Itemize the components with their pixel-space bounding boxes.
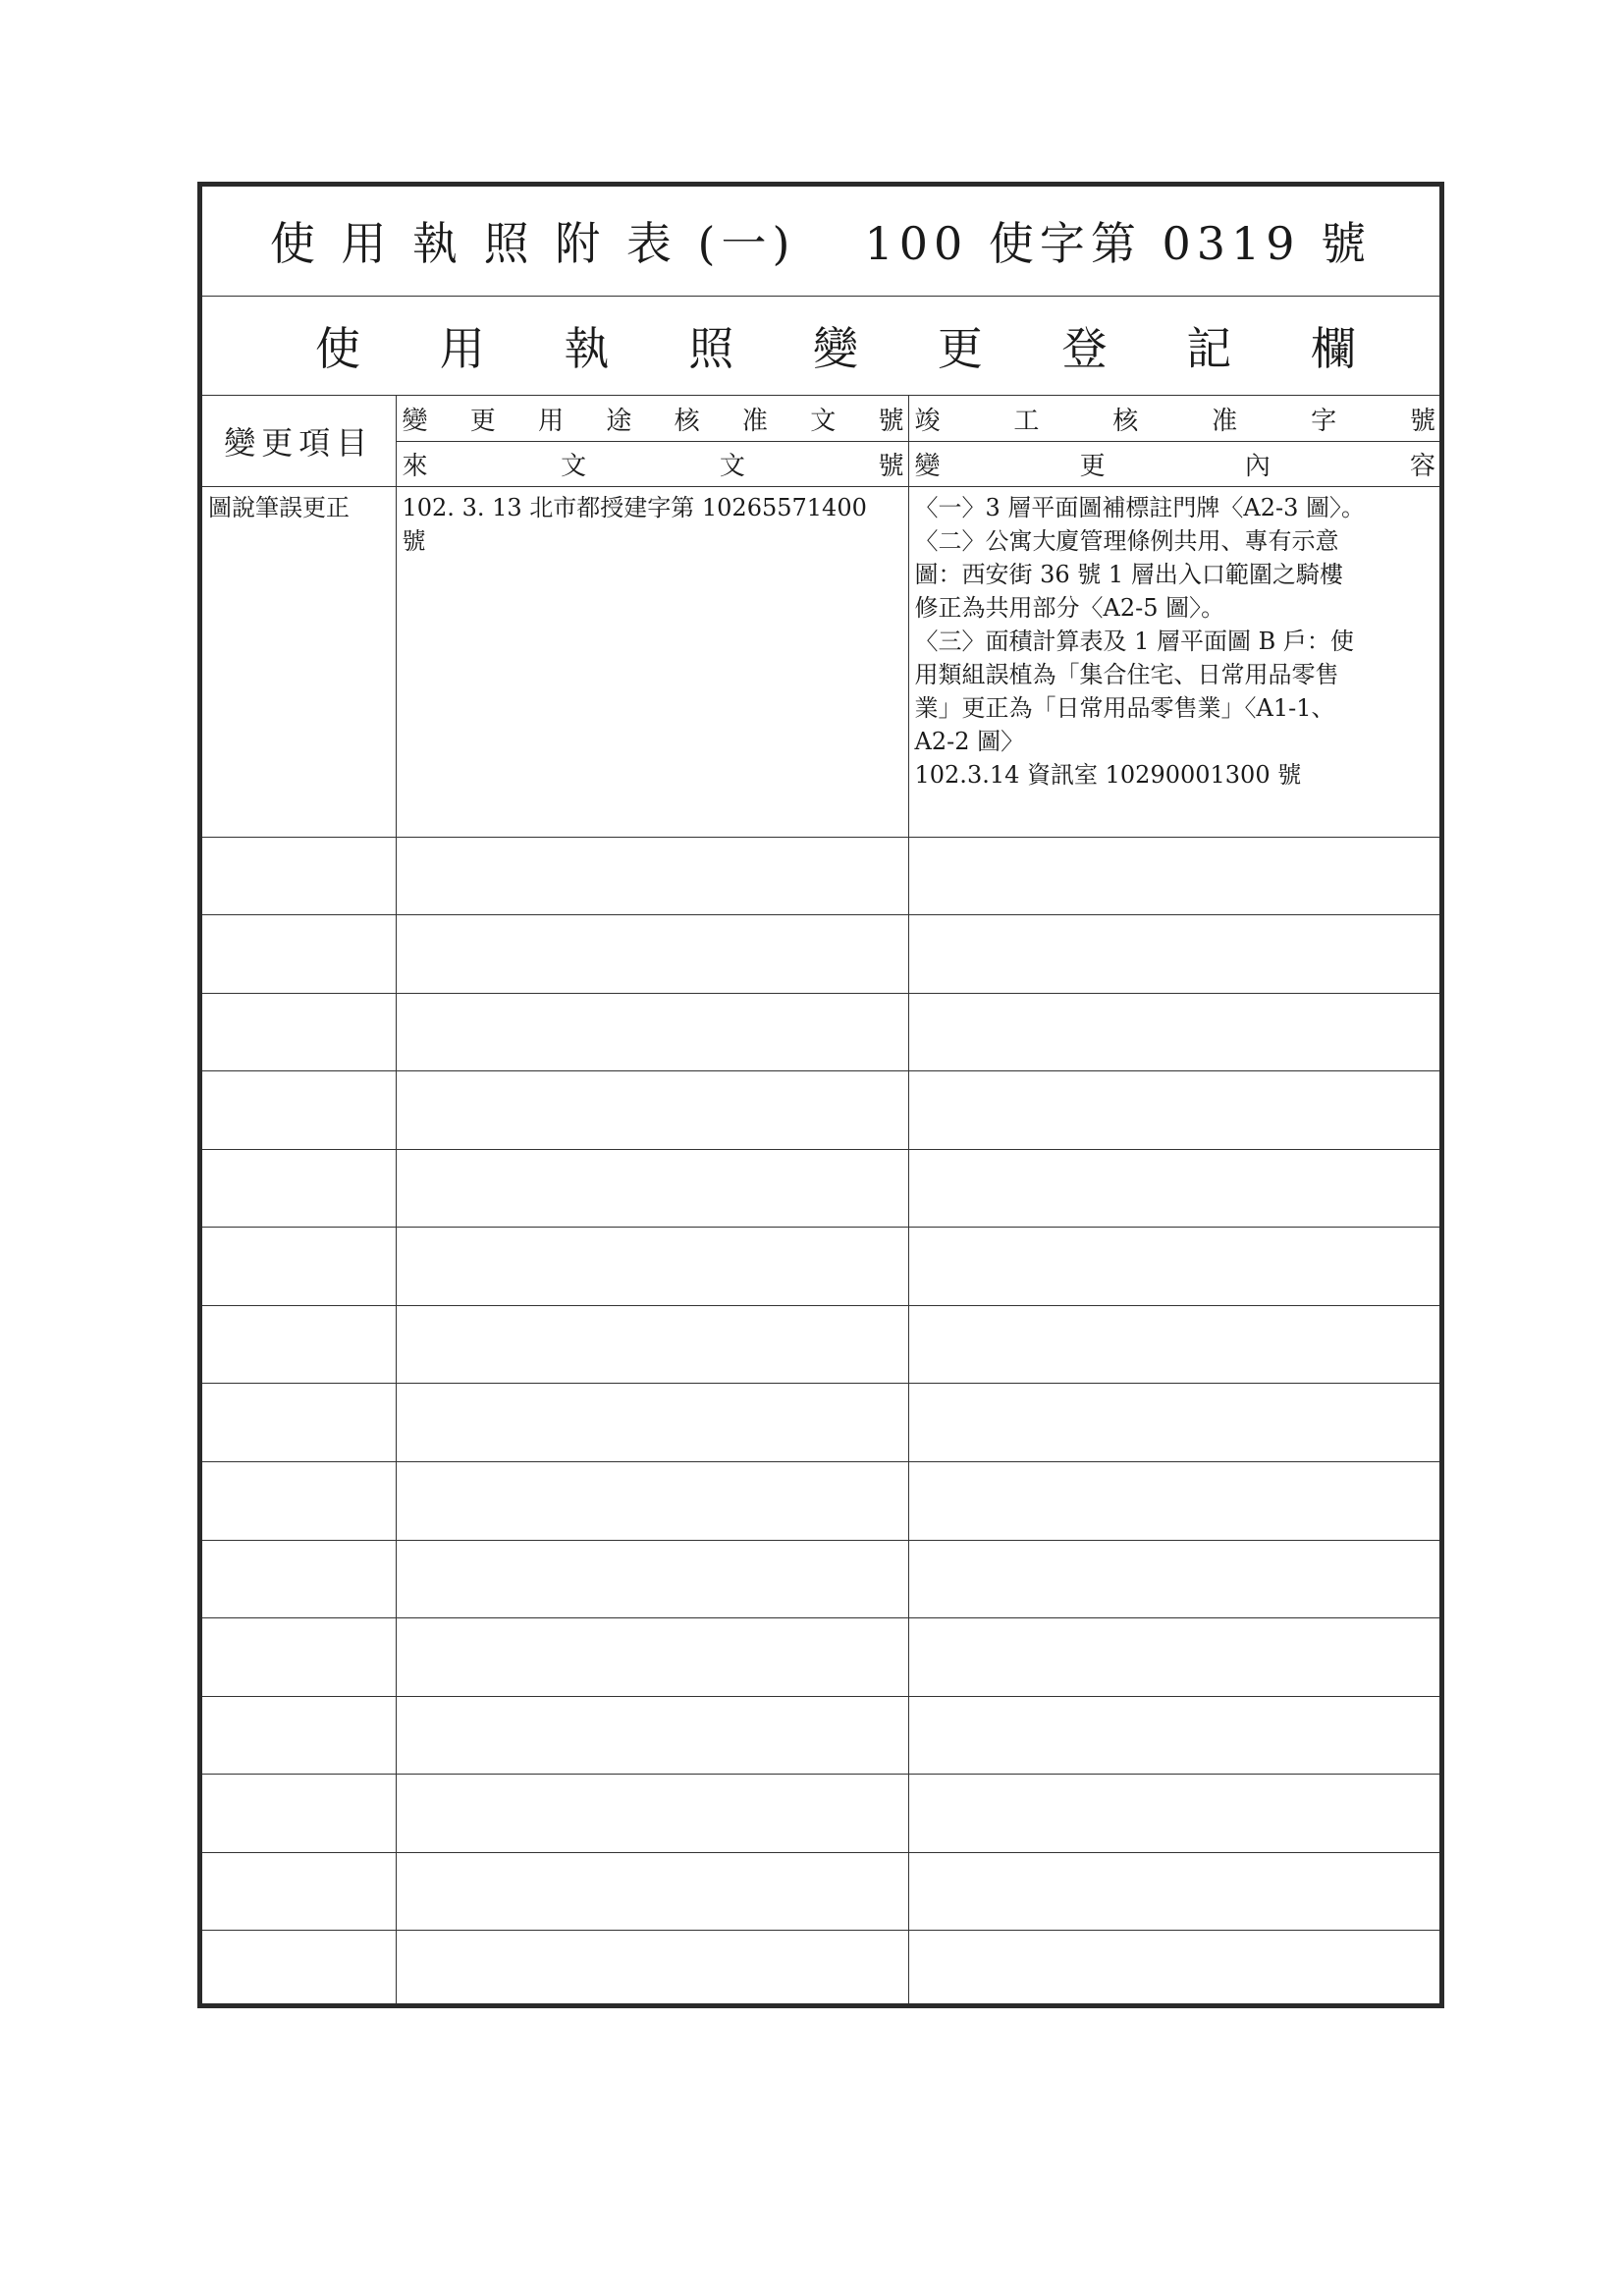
empty-cell — [396, 1540, 908, 1618]
header-char: 准 — [741, 406, 768, 436]
empty-cell — [202, 1696, 396, 1775]
header-char: 變 — [402, 406, 428, 436]
text-line: 用類組誤植為「集合住宅、日常用品零售 — [914, 661, 1339, 689]
empty-row — [202, 1852, 1439, 1931]
empty-cell — [908, 1852, 1439, 1931]
empty-cell — [908, 837, 1439, 915]
empty-cell — [202, 1384, 396, 1462]
empty-cell — [202, 915, 396, 994]
empty-cell — [202, 1071, 396, 1150]
empty-cell — [908, 993, 1439, 1071]
empty-cell — [396, 1852, 908, 1931]
empty-row — [202, 1696, 1439, 1775]
title-right: 100 使字第 0319 號 — [864, 217, 1373, 271]
empty-row — [202, 1540, 1439, 1618]
header-char: 號 — [878, 451, 904, 481]
empty-cell — [396, 1071, 908, 1150]
header-incoming-doc — [396, 441, 908, 486]
permit-appendix-table — [202, 187, 1439, 2003]
header-char: 更 — [469, 406, 496, 436]
text-line: 〈三〉面積計算表及 1 層平面圖 B 戶：使 — [914, 628, 1354, 656]
section-title-text — [202, 297, 1439, 396]
header-char: 更 — [1079, 451, 1106, 481]
section-title-char: 用 — [439, 322, 485, 376]
header-change-item: 變更項目 — [202, 396, 396, 487]
header-char: 用 — [538, 406, 565, 436]
empty-cell — [396, 1618, 908, 1697]
empty-cell — [908, 915, 1439, 994]
empty-cell — [396, 1931, 908, 2003]
empty-row — [202, 1931, 1439, 2003]
empty-cell — [908, 1384, 1439, 1462]
empty-row — [202, 1461, 1439, 1540]
entry-change-item: 圖說筆誤更正 — [202, 487, 396, 838]
text-line: 〈二〉公寓大廈管理條例共用、專有示意 — [914, 527, 1339, 556]
section-title-char: 使 — [315, 322, 360, 376]
header-char: 文 — [810, 406, 837, 436]
empty-cell — [202, 1775, 396, 1853]
empty-cell — [202, 1461, 396, 1540]
header-char: 內 — [1244, 451, 1271, 481]
empty-row — [202, 915, 1439, 994]
header-char: 核 — [674, 406, 700, 436]
empty-cell — [908, 1618, 1439, 1697]
empty-row — [202, 1305, 1439, 1384]
header-char: 核 — [1112, 406, 1139, 436]
empty-cell — [396, 1228, 908, 1306]
header-char: 號 — [878, 406, 904, 436]
empty-row — [202, 993, 1439, 1071]
empty-cell — [908, 1228, 1439, 1306]
empty-cell — [202, 1149, 396, 1228]
text-line: 102.3.14 資訊室 10290001300 號 — [914, 761, 1302, 790]
page-title — [202, 187, 1439, 296]
header-char: 竣 — [914, 406, 941, 436]
empty-cell — [202, 1618, 396, 1697]
header-completion-no — [908, 396, 1439, 441]
empty-cell — [396, 1384, 908, 1462]
empty-row — [202, 1618, 1439, 1697]
section-title — [202, 296, 1439, 396]
empty-row — [202, 837, 1439, 915]
empty-cell — [396, 1305, 908, 1384]
empty-cell — [202, 1852, 396, 1931]
header-char: 文 — [719, 451, 745, 481]
table-row — [202, 487, 1439, 838]
empty-cell — [396, 993, 908, 1071]
text-line: 業」更正為「日常用品零售業」〈A1-1、 — [914, 694, 1335, 723]
empty-cell — [908, 1931, 1439, 2003]
section-title-char: 變 — [813, 322, 858, 376]
text-line: 圖：西安街 36 號 1 層出入口範圍之騎樓 — [914, 561, 1343, 589]
text-line: 〈一〉3 層平面圖補標註門牌〈A2-3 圖〉。 — [914, 494, 1366, 522]
text-line: 修正為共用部分〈A2-5 圖〉。 — [914, 594, 1225, 623]
entry-change-content — [908, 487, 1439, 838]
text-line: 102. 3. 13 北市都授建字第 10265571400 — [402, 494, 867, 522]
header-change-content — [908, 441, 1439, 486]
empty-row — [202, 1228, 1439, 1306]
section-title-char: 登 — [1061, 322, 1108, 376]
empty-cell — [908, 1305, 1439, 1384]
empty-cell — [908, 1540, 1439, 1618]
header-char: 容 — [1409, 451, 1435, 481]
section-title-char: 執 — [564, 322, 610, 376]
section-title-char: 欄 — [1311, 322, 1356, 376]
empty-cell — [202, 1228, 396, 1306]
empty-cell — [908, 1696, 1439, 1775]
header-char: 文 — [561, 451, 587, 481]
empty-cell — [396, 837, 908, 915]
empty-cell — [908, 1149, 1439, 1228]
entry-doc-number — [396, 487, 908, 838]
empty-cell — [396, 1696, 908, 1775]
title-left: 使 用 執 照 附 表 (一) — [269, 217, 796, 271]
header-char: 變 — [914, 451, 941, 481]
empty-row — [202, 1775, 1439, 1853]
header-char: 來 — [402, 451, 428, 481]
text-line: 號 — [402, 527, 426, 556]
header-char: 字 — [1311, 406, 1337, 436]
header-char: 號 — [1409, 406, 1435, 436]
empty-row — [202, 1149, 1439, 1228]
header-char: 工 — [1013, 406, 1040, 436]
empty-cell — [908, 1775, 1439, 1853]
section-title-char: 更 — [937, 322, 983, 376]
section-title-char: 照 — [688, 322, 734, 376]
empty-cell — [202, 1540, 396, 1618]
empty-cell — [396, 1775, 908, 1853]
section-title-char: 記 — [1186, 322, 1232, 376]
empty-row — [202, 1384, 1439, 1462]
header-char: 途 — [606, 406, 632, 436]
text-line: A2-2 圖〉 — [914, 728, 1025, 756]
empty-cell — [202, 837, 396, 915]
empty-cell — [202, 993, 396, 1071]
document-frame — [197, 182, 1444, 2008]
empty-cell — [202, 1305, 396, 1384]
empty-cell — [396, 1149, 908, 1228]
empty-row — [202, 1071, 1439, 1150]
header-char: 准 — [1212, 406, 1238, 436]
header-approval-no — [396, 396, 908, 441]
empty-cell — [908, 1071, 1439, 1150]
empty-cell — [908, 1461, 1439, 1540]
empty-cell — [396, 1461, 908, 1540]
empty-cell — [396, 915, 908, 994]
empty-cell — [202, 1931, 396, 2003]
